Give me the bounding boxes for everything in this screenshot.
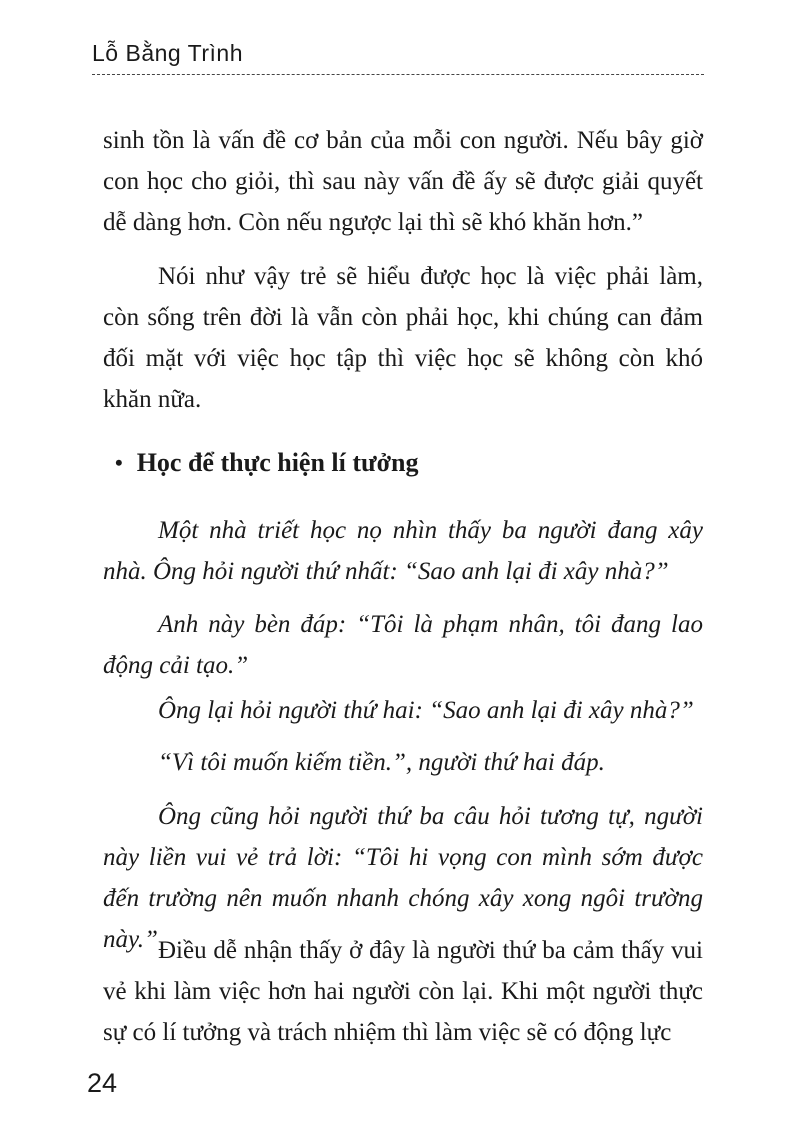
section-heading-text: Học để thực hiện lí tưởng <box>136 448 419 477</box>
story-paragraph-2: Anh này bèn đáp: “Tôi là phạm nhân, tôi đang lao động cải tạo.” <box>103 611 703 679</box>
bullet-icon: • <box>115 450 123 475</box>
running-head: Lỗ Bằng Trình <box>92 40 243 66</box>
paragraph-continuation: sinh tồn là vấn đề cơ bản của mỗi con người. Nếu bây giờ con học cho giỏi, thì sau này vấn đề ấy sẽ được giải quyết dễ dàng hơn. Còn nếu ngược lại thì sẽ khó khăn hơn.” <box>103 127 703 236</box>
page-number: 24 <box>87 1068 118 1098</box>
paragraph-lesson: Điều dễ nhận thấy ở đây là người thứ ba cảm thấy vui vẻ khi làm việc hơn hai người còn lại. Khi một người thực sự có lí tưởng và trách nhiệm thì làm việc sẽ có động lực <box>103 937 703 1046</box>
story-paragraph-5: Ông cũng hỏi người thứ ba câu hỏi tương tự, người này liền vui vẻ trả lời: “Tôi hi vọng con mình sớm được đến trường nên muốn nhanh chóng xây xong ngôi trường này.” <box>103 803 703 953</box>
paragraph-conclusion: Nói như vậy trẻ sẽ hiểu được học là việc phải làm, còn sống trên đời là vẫn còn phải học, khi chúng can đảm đối mặt với việc học tập thì việc học sẽ không còn khó khăn nữa. <box>103 263 703 413</box>
section-heading <box>115 448 418 478</box>
story-paragraph-3: Ông lại hỏi người thứ hai: “Sao anh lại đi xây nhà?” <box>158 697 694 724</box>
story-paragraph-1: Một nhà triết học nọ nhìn thấy ba người đang xây nhà. Ông hỏi người thứ nhất: “Sao anh lại đi xây nhà?” <box>103 517 703 585</box>
story-paragraph-4: “Vì tôi muốn kiếm tiền.”, người thứ hai đáp. <box>158 749 605 776</box>
header-divider <box>92 74 704 75</box>
